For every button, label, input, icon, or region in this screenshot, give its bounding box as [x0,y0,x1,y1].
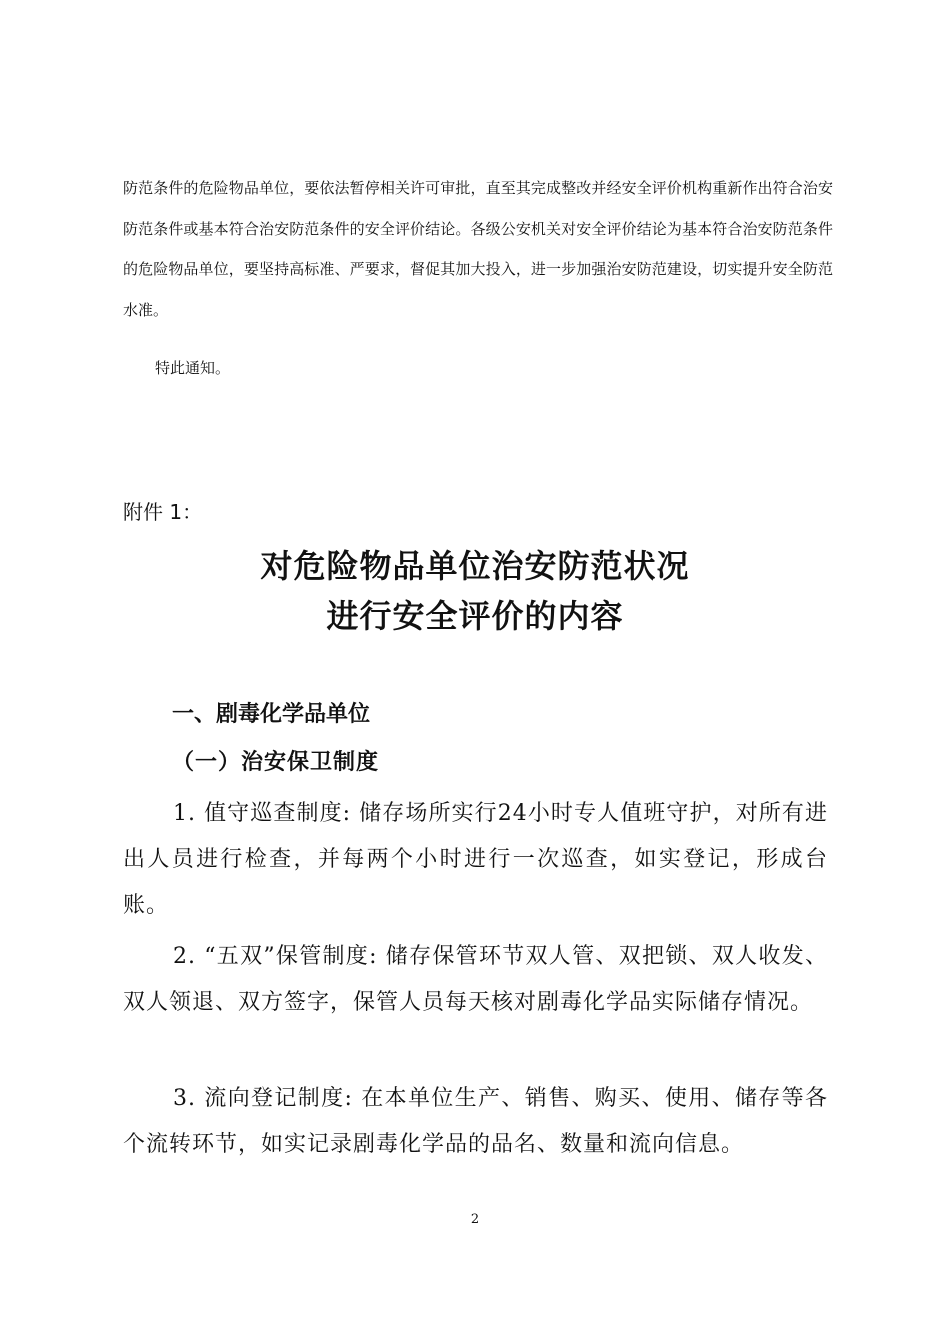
document-title-line-2: 进行安全评价的内容 [326,597,624,635]
page-number: 2 [470,1212,480,1227]
list-item: 2. “五双”保管制度: 储存保管环节双人管、双把锁、双人收发、双人领退、双方签字，保管人员每天核对剧毒化学品实际储存情况。 [123,944,828,1015]
attachment-label: 附件 1： [123,500,203,524]
section-heading: 一、剧毒化学品单位 [172,702,371,727]
list-item: 3. 流向登记制度: 在本单位生产、销售、购买、使用、储存等各个流转环节，如实记录剧毒化学品的品名、数量和流向信息。 [123,1086,828,1157]
intro-paragraph: 防范条件的危险物品单位，要依法暂停相关许可审批，直至其完成整改并经安全评价机构重新作出符合治安防范条件或基本符合治安防范条件的安全评价结论。各级公安机关对安全评价结论为基本符合治安防范条件的危险物品单位，要坚持高标准、严要求，督促其加大投入，进一步加强治安防范建设，切实提升安全防范水准。 [123,179,833,319]
document-title-line-1: 对危险物品单位治安防范状况 [260,547,690,585]
notice-line: 特此通知。 [155,359,231,377]
list-item: 1. 值守巡查制度: 储存场所实行24小时专人值班守护，对所有进出人员进行检查，并每两个小时进行一次巡查，如实登记，形成台账。 [123,801,828,918]
subsection-heading: （一）治安保卫制度 [172,750,380,775]
